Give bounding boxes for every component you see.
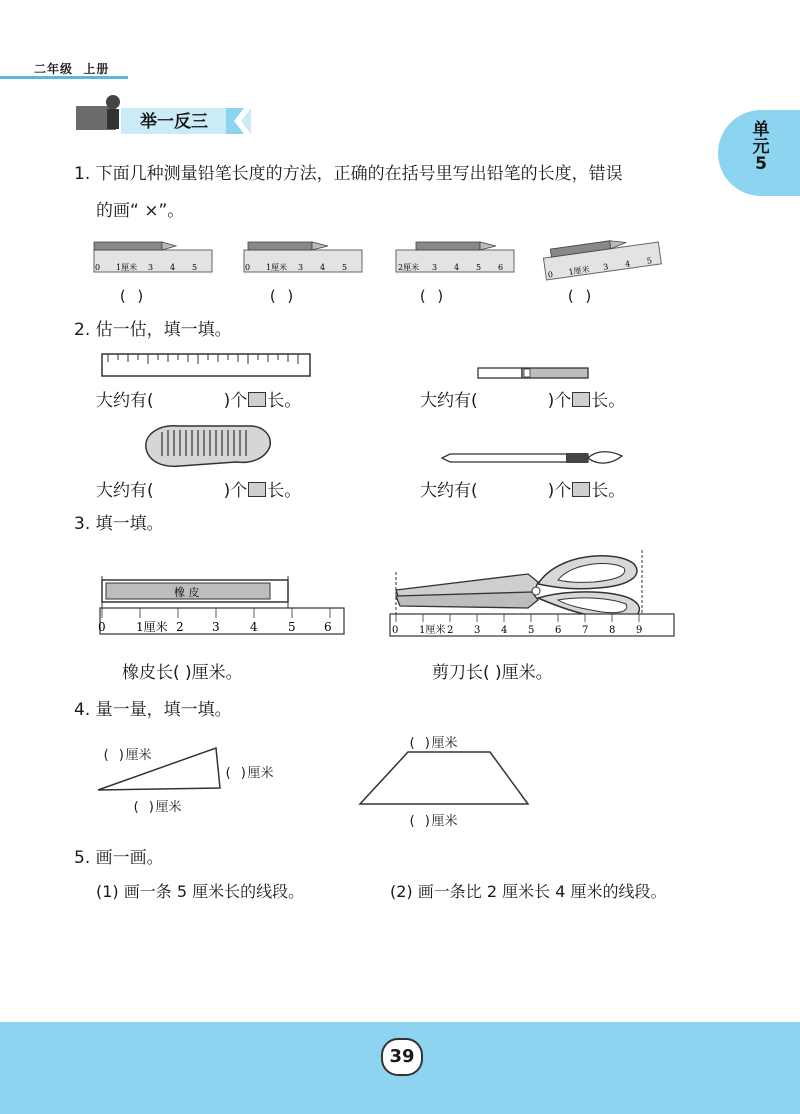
ruler-d-mark: 4 (624, 259, 631, 269)
q3-title: 3. 填一填。 (74, 514, 164, 534)
unit-box-icon (248, 392, 266, 407)
q5-title: 5. 画一画。 (74, 848, 164, 868)
q2-mid: )个 (223, 391, 248, 411)
ruler-b-mark: 5 (342, 263, 348, 272)
q1-answer-2[interactable]: ( ) (268, 287, 296, 305)
q4-tri-top[interactable]: ( )厘米 (102, 748, 152, 763)
q2-comb-image (140, 418, 276, 470)
q2-prefix: 大约有( (96, 481, 154, 501)
ruler-c-mark: 3 (432, 263, 438, 272)
ruler-b-mark: 0 (245, 263, 251, 272)
q1-answer-4[interactable]: ( ) (566, 287, 594, 305)
ruler-a-mark: 1厘米 (116, 263, 138, 272)
q2-suffix: 长。 (267, 481, 302, 501)
ruler-a-mark: 3 (148, 263, 154, 272)
banner-title: 举一反三 (140, 112, 208, 132)
q2-prefix: 大约有( (420, 391, 478, 411)
unit-label-line1: 单 (752, 120, 770, 140)
ruler-a (94, 242, 212, 272)
q2-brush-image (438, 446, 628, 470)
ruler-b-mark: 3 (298, 263, 304, 272)
q1-rulers (90, 234, 670, 284)
ruler-a-mark: 4 (170, 263, 176, 272)
ruler2-mark: 0 (392, 625, 399, 636)
unit-label (746, 122, 776, 173)
grade-label: 二年级 (34, 62, 74, 76)
q2-estimate-knife (420, 386, 625, 411)
ruler1-mark: 5 (288, 620, 296, 634)
ruler2-mark: 4 (501, 625, 508, 636)
ruler2-mark: 6 (555, 625, 562, 636)
ruler1-mark: 1厘米 (136, 620, 168, 634)
q2-suffix: 长。 (267, 391, 302, 411)
ruler2-mark: 2 (447, 625, 454, 636)
ruler-c (396, 242, 514, 272)
q4-tri-bottom[interactable]: ( )厘米 (132, 800, 182, 815)
eraser-label: 橡 皮 (174, 586, 200, 599)
header-grade (34, 60, 109, 77)
q3-scissors-answer[interactable]: 剪刀长( )厘米。 (432, 663, 553, 683)
q1-answer-3[interactable]: ( ) (418, 287, 446, 305)
ruler-d-mark: 1厘米 (568, 264, 591, 277)
q3-scissors-ruler (388, 546, 684, 640)
unit-box-icon (572, 392, 590, 407)
q4-trapezoid (356, 748, 532, 808)
ruler-c-mark: 2厘米 (398, 263, 420, 272)
unit-box-icon (572, 482, 590, 497)
ruler1-mark: 6 (324, 620, 332, 634)
ruler-c-mark: 5 (476, 263, 482, 272)
banner (76, 92, 256, 142)
q2-prefix: 大约有( (420, 481, 478, 501)
q2-mid: )个 (547, 481, 572, 501)
ruler2-mark: 9 (636, 625, 643, 636)
ruler2-mark: 1厘米 (419, 625, 446, 636)
ruler2-mark: 3 (474, 625, 481, 636)
q4-tri-right[interactable]: ( )厘米 (224, 766, 274, 781)
ruler-b (244, 242, 362, 272)
q2-ruler-image (98, 352, 318, 380)
q2-mid: )个 (223, 481, 248, 501)
teacher-icon (106, 95, 120, 109)
q4-trap-top[interactable]: ( )厘米 (408, 736, 458, 751)
ruler-d-mark: 3 (602, 262, 609, 272)
ruler-d-mark: 5 (646, 256, 653, 266)
q2-estimate-ruler (96, 386, 301, 411)
ruler-c-mark: 6 (498, 263, 504, 272)
q3-eraser-ruler (96, 568, 356, 640)
pencil-icon (416, 242, 480, 250)
header-divider (0, 76, 128, 79)
q2-title: 2. 估一估，填一填。 (74, 320, 232, 340)
q2-mid: )个 (547, 391, 572, 411)
q4-trap-bottom[interactable]: ( )厘米 (408, 814, 458, 829)
ruler2-mark: 7 (582, 625, 589, 636)
q2-knife-image (474, 364, 594, 384)
ruler2-mark: 5 (528, 625, 535, 636)
q1-answer-1[interactable]: ( ) (118, 287, 146, 305)
ruler2-mark: 8 (609, 625, 616, 636)
ruler-d-mark: 0 (547, 270, 554, 280)
q2-estimate-brush (420, 476, 625, 501)
unit-number: 5 (755, 154, 767, 174)
page-number: 39 (381, 1038, 423, 1076)
ruler1-mark: 3 (212, 620, 220, 634)
ruler-b-mark: 1厘米 (266, 263, 288, 272)
q2-suffix: 长。 (591, 391, 626, 411)
ruler1-mark: 0 (98, 620, 106, 634)
ruler-c-mark: 4 (454, 263, 460, 272)
ruler-d (542, 234, 661, 280)
q5-part2: (2) 画一条比 2 厘米长 4 厘米的线段。 (390, 882, 667, 901)
q4-title: 4. 量一量，填一填。 (74, 700, 232, 720)
ruler1-mark: 2 (176, 620, 184, 634)
unit-label-line2: 元 (752, 137, 770, 157)
pencil-icon (94, 242, 162, 250)
q5-part1: (1) 画一条 5 厘米长的线段。 (96, 882, 305, 901)
ruler-a-mark: 0 (95, 263, 101, 272)
ruler-b-mark: 4 (320, 263, 326, 272)
ruler-a-mark: 5 (192, 263, 198, 272)
q2-estimate-comb (96, 476, 301, 501)
q2-prefix: 大约有( (96, 391, 154, 411)
q2-suffix: 长。 (591, 481, 626, 501)
q3-eraser-answer[interactable]: 橡皮长( )厘米。 (122, 663, 243, 683)
scissors-icon (396, 556, 639, 620)
volume-label: 上册 (83, 62, 110, 76)
pencil-icon (248, 242, 312, 250)
q1-text-line1: 1. 下面几种测量铅笔长度的方法，正确的在括号里写出铅笔的长度，错误 (74, 164, 623, 184)
q1-text-line2: 的画“ ×”。 (96, 201, 185, 221)
ruler1-mark: 4 (250, 620, 258, 634)
unit-box-icon (248, 482, 266, 497)
